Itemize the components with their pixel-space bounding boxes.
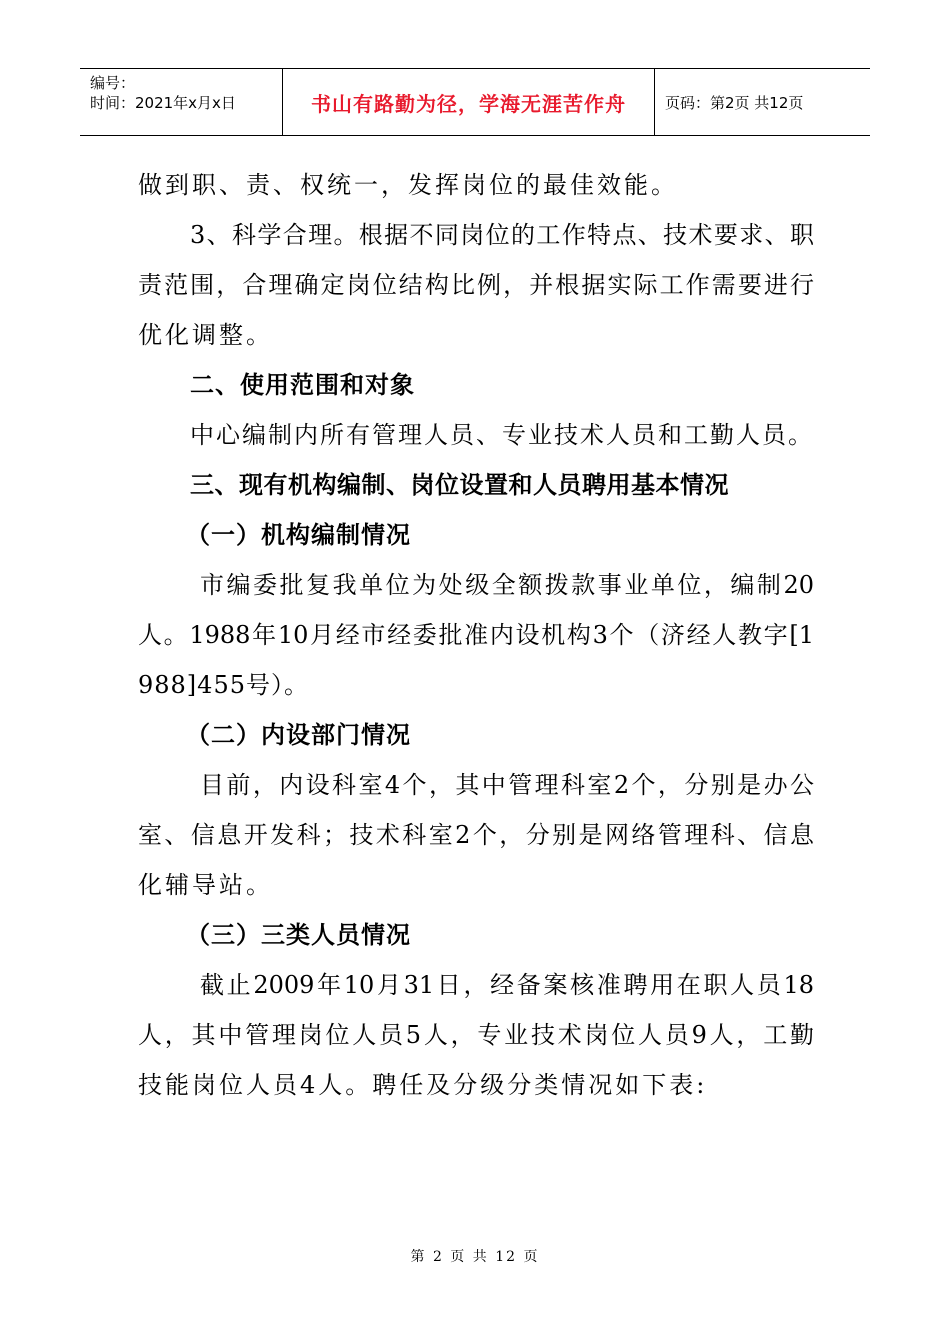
subsection-heading: （一）机构编制情况: [186, 521, 411, 549]
body-line: 中心编制内所有管理人员、专业技术人员和工勤人员。: [190, 421, 814, 449]
body-line: 市编委批复我单位为处级全额拨款事业单位，编制20: [200, 571, 814, 599]
subsection-heading: （三）三类人员情况: [186, 921, 411, 949]
body-line: 988]455号）。: [138, 671, 309, 699]
header-page-info: 页码：第2页 共12页: [665, 93, 804, 112]
page-footer: 第 2 页 共 12 页: [410, 1249, 540, 1265]
body-line: 技能岗位人员4人。聘任及分级分类情况如下表:: [138, 1071, 708, 1099]
body-line: 截止2009年10月31日，经备案核准聘用在职人员18: [200, 971, 814, 999]
body-line: 责范围，合理确定岗位结构比例，并根据实际工作需要进行: [138, 271, 814, 299]
body-line: 人，其中管理岗位人员5人，专业技术岗位人员9人，工勤: [138, 1021, 814, 1049]
body-line: 目前，内设科室4个，其中管理科室2个，分别是办公: [200, 771, 814, 799]
header-meta-cell: [80, 69, 283, 135]
document-body: [138, 160, 814, 1110]
section-heading: 二、使用范围和对象: [190, 371, 415, 399]
body-line: 室、信息开发科；技术科室2个，分别是网络管理科、信息: [138, 821, 814, 849]
subsection-heading: （二）内设部门情况: [186, 721, 411, 749]
section-heading: 三、现有机构编制、岗位设置和人员聘用基本情况: [190, 471, 729, 499]
body-line: 3、科学合理。根据不同岗位的工作特点、技术要求、职: [190, 221, 814, 249]
body-line: 做到职、责、权统一，发挥岗位的最佳效能。: [138, 171, 678, 199]
body-line: 人。1988年10月经市经委批准内设机构3个（济经人教字[1: [138, 621, 814, 649]
body-line: 化辅导站。: [138, 871, 273, 899]
document-number-label: 编号：: [90, 74, 136, 92]
header-motto: 书山有路勤为径，学海无涯苦作舟: [283, 69, 655, 135]
body-line: 优化调整。: [138, 321, 273, 349]
document-header: [80, 68, 870, 136]
document-date-label: 时间：2021年x月x日: [90, 94, 236, 112]
